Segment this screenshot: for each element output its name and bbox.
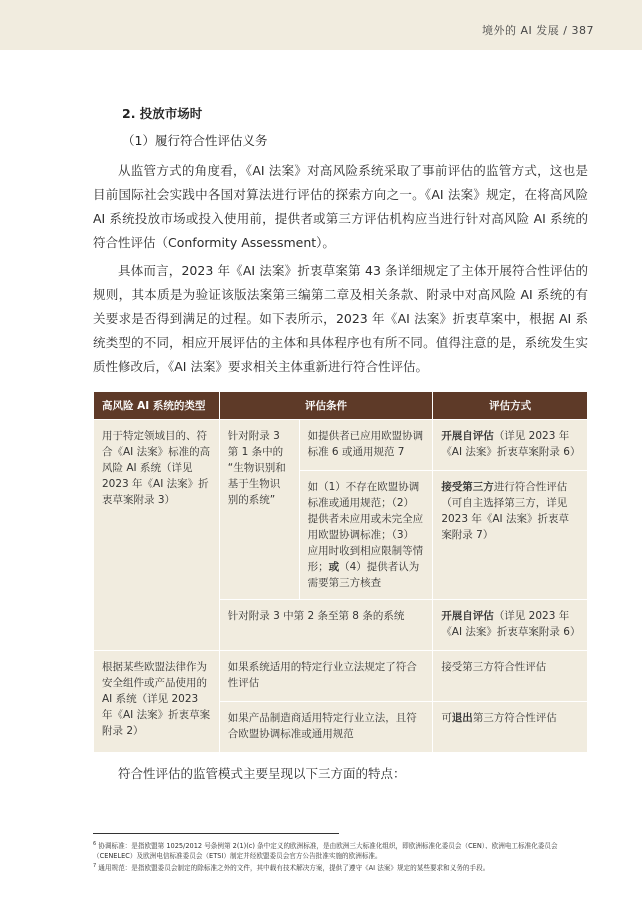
section-heading: 2. 投放市场时 (122, 106, 203, 121)
subsection-heading: （1）履行符合性评估义务 (122, 133, 268, 148)
row1-method-a-text: （详见 2023 年《AI 法案》折衷草案附录 6） (441, 430, 581, 458)
table-header-method: 评估方式 (433, 392, 588, 420)
row1-method-a-bold: 开展自评估 (441, 430, 494, 442)
row1-method-a (433, 420, 588, 471)
row1-cond-a-text: 如提供者已应用欧盟协调标准 6 或通用规范 7 (307, 430, 424, 458)
row1-cond-b-text-2: （4）提供者认为需要第三方核查 (307, 561, 420, 589)
row1-method-c-text: （详见 2023 年《AI 法案》折衷草案附录 6） (441, 610, 581, 638)
row2-method-b-bold: 退出 (451, 712, 473, 724)
table-header-type: 高风险 AI 系统的类型 (94, 392, 220, 420)
conformity-assessment-table (93, 391, 588, 753)
row1-method-c-bold: 开展自评估 (441, 610, 494, 622)
footnote-7-mark: 7 (93, 863, 97, 870)
table-header-row (94, 392, 588, 420)
footnote-6-text: 协调标准：是指欧盟第 1025/2012 号条例第 2(1)(c) 条中定义的欧洲标准，是由欧洲三大标准化组织，即欧洲标准化委员会（CEN）、欧洲电工标准化委员会（CENELEC）及欧洲电信标准委员会（ETSI）制定并经欧盟委员会官方公告批准实施的欧洲标准。 (93, 842, 558, 861)
row2-type-text: 根据某些欧盟法律作为安全组件或产品使用的 AI 系统（详见 2023 年《AI 法案》折衷草案附录 2） (102, 661, 211, 737)
row1-sub-text: 针对附录 3 第 1 条中的 “生物识别和基于生物识别的系统” (227, 430, 286, 506)
paragraph-3 (93, 762, 588, 786)
footnote-divider (93, 833, 339, 834)
row1-method-b-bold: 接受第三方 (441, 481, 494, 493)
row2-cond-a-text: 如果系统适用的特定行业立法规定了符合性评估 (227, 661, 417, 689)
running-header-bar (0, 0, 642, 50)
row1-method-b (433, 471, 588, 600)
running-header-title: 境外的 AI 发展 / 387 (482, 24, 594, 37)
row1-method-b-text: 进行符合性评估（可自主选择第三方，详见 2023 年《AI 法案》折衷草案附录 7） (441, 481, 569, 541)
footnote-7 (93, 861, 588, 873)
table-row (94, 651, 588, 702)
row2-type-cell (94, 651, 220, 753)
paragraph-3-text: 符合性评估的监管模式主要呈现以下三方面的特点： (118, 766, 406, 781)
table-header-condition: 评估条件 (219, 392, 433, 420)
row1-cond-b-bold: 或 (328, 561, 340, 573)
row2-method-a-text: 接受第三方符合性评估 (441, 661, 547, 673)
row1-method-c (433, 600, 588, 651)
paragraph-1-text: 从监管方式的角度看，《AI 法案》对高风险系统采取了事前评估的监管方式，这也是目前国际社会实践中各国对算法进行评估的探索方向之一。《AI 法案》规定，在将高风险 AI 系统投放市场或投入使用前，提供者或第三方评估机构应当进行针对高风险 AI 系统的符合性评估（Conformity Assessment）。 (93, 163, 588, 250)
row2-method-b-pre: 可 (441, 712, 452, 724)
paragraph-2-text: 具体而言，2023 年《AI 法案》折衷草案第 43 条详细规定了主体开展符合性评估的规则，其本质是为验证该版法案第三编第二章及相关条款、附录中对高风险 AI 系统的有关要求是否得到满足的过程。如下表所示，2023 年《AI 法案》折衷草案中，根据 AI 系统类型的不同，相应开展评估的主体和具体程序也有所不同。值得注意的是，系统发生实质性修改后，《AI 法案》要求相关主体重新进行符合性评估。 (93, 263, 588, 374)
row2-cond-b (219, 702, 433, 753)
table-row (94, 420, 588, 471)
row1-cond-c (219, 600, 433, 651)
row2-cond-a (219, 651, 433, 702)
row1-cond-b-text-1: 如（1）不存在欧盟协调标准或通用规范；（2）提供者未应用或未完全应用欧盟协调标准；（3）应用时收到相应限制等情形； (307, 481, 424, 573)
row1-cond-b (299, 471, 433, 600)
row2-method-b-text: 第三方符合性评估 (472, 712, 557, 724)
footnote-7-text: 通用规范：是指欧盟委员会制定的除标准之外的文件，其中载有技术解决方案，提供了遵守《AI 法案》规定的某些要求和义务的手段。 (98, 864, 490, 873)
paragraph-2 (93, 259, 588, 379)
row2-method-b (433, 702, 588, 753)
footnote-6-mark: 6 (93, 841, 97, 847)
row1-cond-c-text: 针对附录 3 中第 2 条至第 8 条的系统 (227, 610, 405, 622)
footnotes (93, 839, 588, 873)
row1-cond-a (299, 420, 433, 471)
row1-type-text: 用于特定领域目的、符合《AI 法案》标准的高风险 AI 系统（详见 2023 年《AI 法案》折衷草案附录 3） (102, 430, 211, 506)
paragraph-1 (93, 159, 588, 255)
footnote-6 (93, 839, 588, 861)
row2-cond-b-text: 如果产品制造商适用特定行业立法，且符合欧盟协调标准或通用规范 (227, 712, 417, 740)
row1-sub-cell (219, 420, 299, 600)
row2-method-a (433, 651, 588, 702)
row1-type-cell (94, 420, 220, 651)
